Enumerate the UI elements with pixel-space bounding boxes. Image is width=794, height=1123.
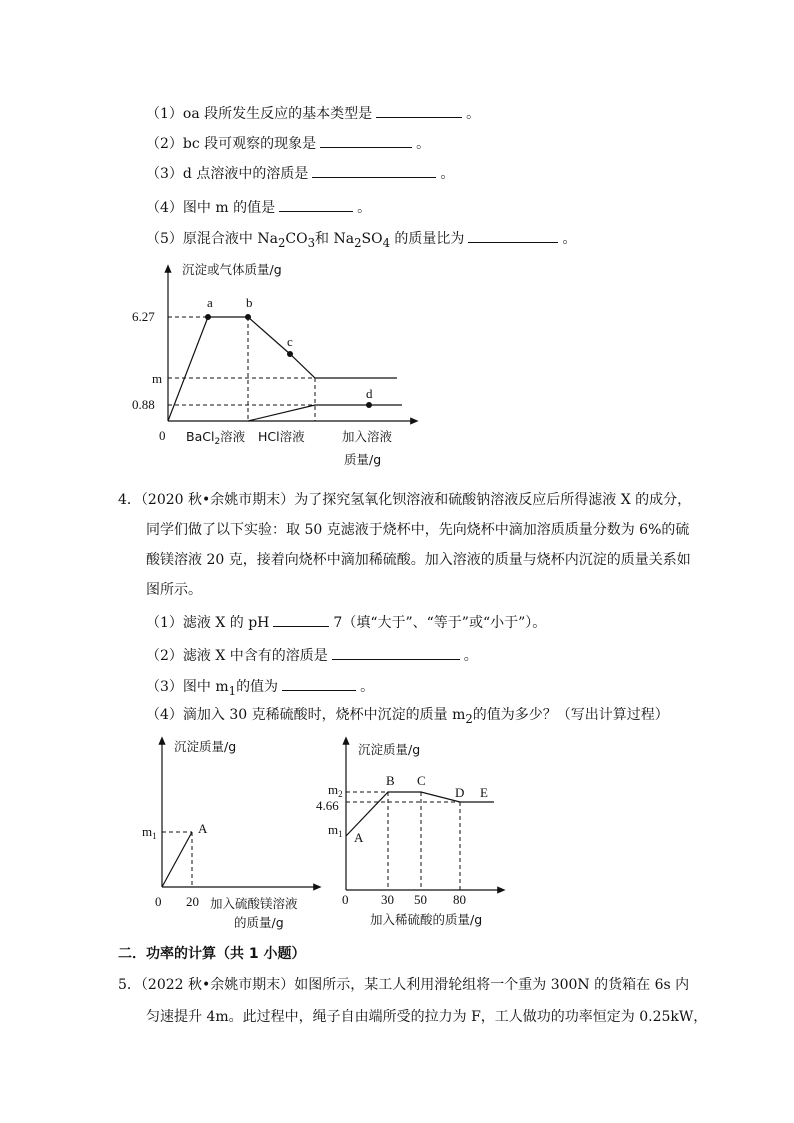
- subscript: 1: [228, 683, 237, 698]
- q3-sub3-text: （3）d 点溶液中的溶质是: [146, 166, 309, 182]
- x-tick-80: 80: [453, 892, 466, 907]
- subscript: 4: [382, 235, 390, 250]
- q4-sub1-text: （1）滤液 X 的 pH: [146, 615, 270, 631]
- q3-sub4-text: （4）图中 m 的值是: [146, 200, 276, 216]
- answer-blank[interactable]: [312, 162, 436, 178]
- section-title: 二．功率的计算（共 1 小题）: [118, 946, 306, 962]
- x-axis-label: 加入稀硫酸的质量/g: [370, 912, 483, 927]
- q4-sub2-end: 。: [463, 648, 478, 664]
- label-A: A: [354, 830, 364, 845]
- x-tick-0: 0: [155, 894, 162, 909]
- q3-sub5-mid: 和 Na: [315, 231, 355, 247]
- subscript: 2: [277, 235, 286, 250]
- q3-sub5-mid: SO: [361, 231, 383, 247]
- answer-blank[interactable]: [282, 675, 356, 691]
- series-precipitate: [346, 792, 494, 836]
- y-axis-label: 沉淀质量/g: [174, 739, 237, 754]
- label-d: d: [366, 386, 373, 401]
- q3-sub3-end: 。: [440, 166, 455, 182]
- q5-line1: 5．（2022 秋•余姚市期末）如图所示，某工人利用滑轮组将一个重为 300N 的货箱在 6s 内: [118, 977, 690, 993]
- subscript: 2: [465, 711, 473, 726]
- q4-sub3-post: 的值为: [236, 679, 279, 695]
- series-gas: [248, 405, 402, 421]
- y-tick-6.27: 6.27: [132, 309, 155, 324]
- q3-sub5-pre: （5）原混合液中 Na: [146, 231, 278, 247]
- x-axis-label-line1: 加入溶液: [342, 429, 393, 444]
- region-label-bacl2: BaCl$_2$溶液: [186, 429, 246, 447]
- label-C: C: [417, 773, 426, 788]
- series-precipitate: [162, 832, 192, 887]
- q3-sub5-mid: CO: [285, 231, 308, 247]
- chart-q4-left: [138, 734, 338, 934]
- q3-sub3: [146, 162, 454, 184]
- subscript: 2: [354, 235, 362, 250]
- answer-blank[interactable]: [376, 102, 462, 118]
- q5-line2: 匀速提升 4m。此过程中，绳子自由端所受的拉力为 F，工人做功的功率恒定为 0.25kW，: [146, 1009, 708, 1025]
- q3-sub2: [146, 132, 430, 154]
- point-b: [245, 314, 251, 320]
- q3-sub1-text: （1）oa 段所发生反应的基本类型是: [146, 106, 373, 122]
- y-tick-0.88: 0.88: [132, 397, 155, 412]
- q4-sub4-post: 的值为多少？（写出计算过程）: [472, 707, 669, 723]
- answer-blank[interactable]: [279, 196, 353, 212]
- q4-sub2: [146, 644, 478, 666]
- answer-blank[interactable]: [320, 132, 412, 148]
- point-c: [287, 351, 293, 357]
- y-axis-label: 沉淀质量/g: [358, 742, 421, 757]
- label-c: c: [287, 334, 293, 349]
- q3-sub1: [146, 102, 480, 124]
- label-b: b: [246, 295, 253, 310]
- label-A: A: [198, 821, 208, 836]
- q4-sub3-end: 。: [360, 679, 375, 695]
- label-E: E: [480, 785, 488, 800]
- y-tick-m1: $m_1$: [142, 824, 157, 841]
- q3-sub5-post: 的质量比为: [389, 231, 465, 247]
- q4-header-line4: 图所示。: [146, 582, 202, 598]
- q3-sub4-end: 。: [357, 200, 372, 216]
- q3-sub5-end: 。: [562, 231, 577, 247]
- label-D: D: [455, 785, 465, 800]
- y-tick-m: m: [152, 371, 163, 386]
- chart-q4-right: [310, 734, 520, 934]
- x-axis-label-line2: 质量/g: [344, 452, 382, 467]
- q4-header-line1: 4．（2020 秋•余姚市期末）为了探究氢氧化钡溶液和硫酸钠溶液反应后所得滤液 X 的成分，: [118, 492, 692, 508]
- answer-blank[interactable]: [332, 644, 460, 660]
- q4-sub3-pre: （3）图中 m: [146, 679, 229, 695]
- q4-sub4-pre: （4）滴加入 30 克稀硫酸时，烧杯中沉淀的质量 m: [146, 707, 466, 723]
- q4-sub2-text: （2）滤液 X 中含有的溶质是: [146, 648, 328, 664]
- q3-sub2-end: 。: [416, 136, 431, 152]
- point-d: [366, 402, 372, 408]
- q3-sub5: [146, 227, 576, 253]
- y-tick-4.66: 4.66: [316, 798, 339, 813]
- q4-sub3: [146, 675, 374, 701]
- x-tick-20: 20: [186, 894, 199, 909]
- region-label-hcl: HCl溶液: [258, 429, 305, 444]
- label-a: a: [207, 295, 213, 310]
- chart-q3: [130, 258, 430, 473]
- y-tick-m2: $m_2$: [328, 782, 343, 799]
- q3-sub2-text: （2）bc 段可观察的现象是: [146, 136, 317, 152]
- point-a: [205, 314, 211, 320]
- x-tick-30: 30: [381, 892, 394, 907]
- q4-header-line2: 同学们做了以下实验：取 50 克滤液于烧杯中，先向烧杯中滴加溶质质量分数为 6%的硫: [146, 522, 690, 538]
- q4-sub4: [146, 705, 669, 729]
- q3-sub4: [146, 196, 371, 218]
- y-tick-m1: $m_1$: [328, 822, 343, 839]
- x-tick-50: 50: [414, 892, 427, 907]
- answer-blank[interactable]: [273, 611, 329, 627]
- x-tick-0: 0: [342, 892, 349, 907]
- subscript: 3: [307, 235, 316, 250]
- q4-sub1: [146, 611, 546, 633]
- x-axis-label-line2: 的质量/g: [234, 915, 284, 930]
- label-B: B: [386, 773, 395, 788]
- origin-label: 0: [159, 428, 166, 443]
- x-axis-label-line1: 加入硫酸镁溶液: [210, 896, 298, 911]
- y-axis-label: 沉淀或气体质量/g: [182, 262, 282, 277]
- q3-sub1-end: 。: [466, 106, 481, 122]
- answer-blank[interactable]: [468, 227, 558, 243]
- q4-sub1-end: 7（填“大于”、“等于”或“小于”）。: [333, 615, 547, 631]
- q4-header-line3: 酸镁溶液 20 克，接着向烧杯中滴加稀硫酸。加入溶液的质量与烧杯内沉淀的质量关系如: [146, 552, 691, 568]
